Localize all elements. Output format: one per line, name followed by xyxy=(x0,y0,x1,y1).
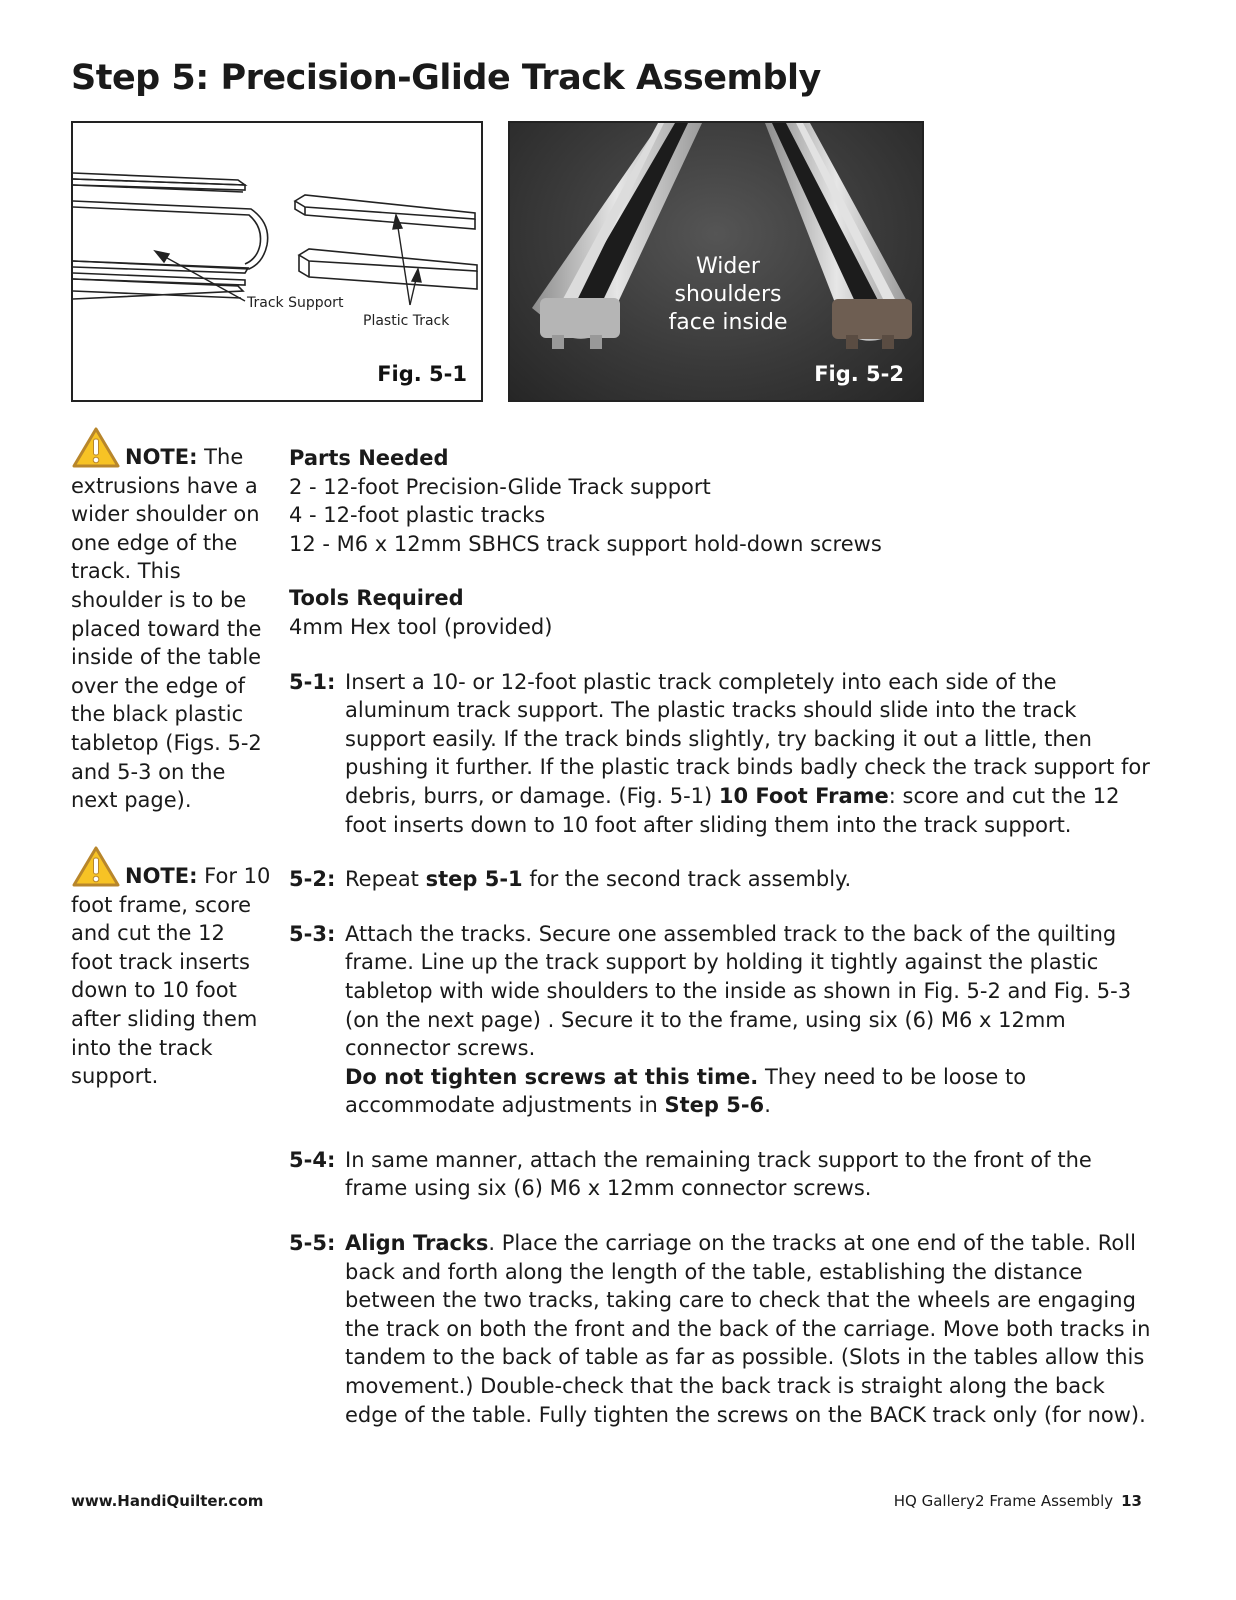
step-5-5: 5-5: Align Tracks. Place the carriage on the tracks at one end of the table. Roll back and forth along the length of the table, establishing the distance between the two tracks, taking care to check that the wheels are engaging the track on both the front and the back of the carriage. Move both tracks in tandem to the back of table as far as possible. (Slots in the tables allow this movement.) Double-check that the back track is straight along the back edge of the table. Fully tighten the screws on the BACK track only (for now). xyxy=(289,1231,1151,1427)
note-box: NOTE: The extrusions have a wider shoulder on one edge of the track. This shoulder is to be placed toward the inside of the table over the edge of the black plastic tabletop (Figs. 5-2 and 5-3 on the next page). xyxy=(71,426,271,815)
step-number: 5-2: xyxy=(289,867,336,892)
step-5-1: 5-1: Insert a 10- or 12-foot plastic track completely into each side of the aluminum track support. The plastic tracks should slide into the track support easily. If the track binds slightly, try backing it out a little, then pushing it further. If the plastic track binds badly check the track support for debris, burrs, or damage. (Fig. 5-1) 10 Foot Frame: score and cut the 12 foot inserts down to 10 foot after sliding them into the track support. xyxy=(289,669,1150,837)
note-box: NOTE: For 10 foot frame, score and cut the 12 foot track inserts down to 10 foot after sliding them into the track support. xyxy=(71,845,271,1091)
parts-item: 4 - 12-foot plastic tracks xyxy=(289,503,546,528)
label-track-support: Track Support xyxy=(247,295,344,311)
figure-5-2 xyxy=(508,121,924,402)
track-diagram xyxy=(73,123,483,402)
step-5-2: 5-2: Repeat step 5-1 for the second track assembly. xyxy=(289,865,1159,894)
step-5-3: 5-3: Attach the tracks. Secure one assembled track to the back of the quilting frame. Line up the track support by holding it tightly against the plastic tabletop with wide shoulders to the inside as shown in Fig. 5-2 and Fig. 5-3 (on the next page) . Secure it to the frame, using six (6) M6 x 12mm connector screws. Do not tighten screws at this time. They need to be loose to accommodate adjustments in Step 5-6. xyxy=(289,921,1132,1118)
step-number: 5-5: xyxy=(289,1231,336,1256)
warning-icon xyxy=(71,845,121,889)
footer-website: www.HandiQuilter.com xyxy=(71,1492,264,1510)
figure-5-1 xyxy=(71,121,483,402)
page-number: 13 xyxy=(1121,1492,1142,1510)
label-plastic-track: Plastic Track xyxy=(363,313,450,329)
parts-item: 12 - M6 x 12mm SBHCS track support hold-down screws xyxy=(289,531,882,556)
step-number: 5-4: xyxy=(289,1147,336,1172)
instructions xyxy=(289,444,1159,1429)
step-5-4: 5-4: In same manner, attach the remaining track support to the front of the frame using six (6) M6 x 12mm connector screws. xyxy=(289,1147,1092,1201)
fig-5-2-caption: Fig. 5-2 xyxy=(814,362,904,386)
warning-icon xyxy=(71,426,121,470)
parts-item: 2 - 12-foot Precision-Glide Track support xyxy=(289,474,711,499)
page-title: Step 5: Precision-Glide Track Assembly xyxy=(71,58,821,98)
tools-required-heading: Tools Required xyxy=(289,586,464,611)
fig-5-1-caption: Fig. 5-1 xyxy=(377,362,467,386)
photo-overlay-text: Wider shoulders face inside xyxy=(668,254,788,335)
parts-needed-heading: Parts Needed xyxy=(289,446,449,470)
step-number: 5-1: xyxy=(289,669,336,694)
tools-item: 4mm Hex tool (provided) xyxy=(289,614,553,639)
step-number: 5-3: xyxy=(289,921,336,946)
footer-doc-title: HQ Gallery2 Frame Assembly xyxy=(893,1492,1114,1510)
footer-doc-info xyxy=(894,1492,1142,1510)
